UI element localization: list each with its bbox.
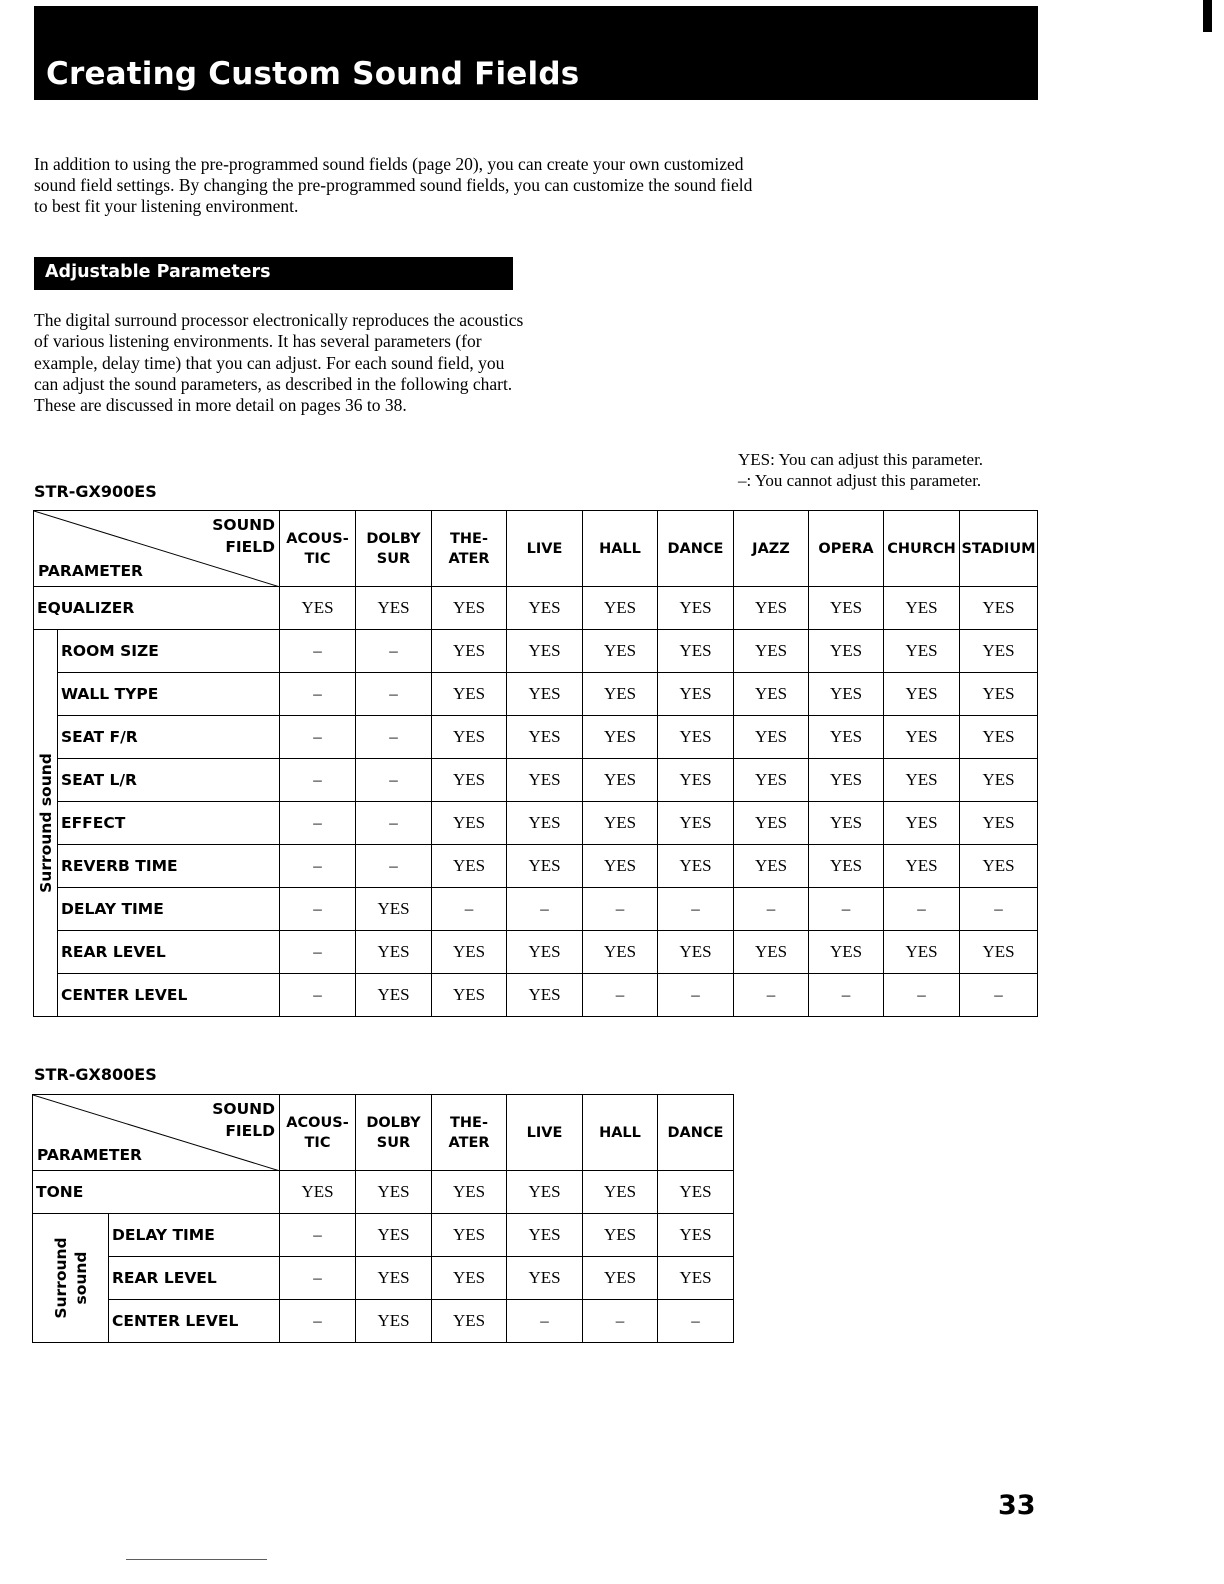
table-cell: YES xyxy=(356,931,432,974)
model-label-gx900: STR-GX900ES xyxy=(34,482,157,501)
table-cell: YES xyxy=(432,802,507,845)
table-cell: YES xyxy=(960,802,1038,845)
table-cell: – xyxy=(280,931,356,974)
table-cell: – xyxy=(583,1300,658,1343)
table-cell: YES xyxy=(960,931,1038,974)
table-cell: YES xyxy=(280,1171,356,1214)
table-cell: YES xyxy=(583,759,658,802)
table-row xyxy=(34,802,1038,845)
column-header-line: DOLBY xyxy=(366,530,421,547)
table-cell: YES xyxy=(658,931,734,974)
table-row xyxy=(33,1171,734,1214)
table-cell: YES xyxy=(658,845,734,888)
table-cell: YES xyxy=(583,931,658,974)
table-cell: YES xyxy=(734,802,809,845)
table-row xyxy=(33,1214,734,1257)
legend xyxy=(738,449,1038,491)
table-cell: YES xyxy=(884,759,960,802)
table-cell: YES xyxy=(432,716,507,759)
table-cell: – xyxy=(884,974,960,1017)
table-row xyxy=(34,759,1038,802)
table-cell: YES xyxy=(658,759,734,802)
table-cell: YES xyxy=(960,759,1038,802)
row-label: SEAT L/R xyxy=(58,759,280,802)
table-row xyxy=(33,1300,734,1343)
column-header xyxy=(280,511,356,587)
table-cell: YES xyxy=(809,845,884,888)
table-cell: YES xyxy=(507,587,583,630)
table-cell: – xyxy=(583,974,658,1017)
table-cell: YES xyxy=(432,630,507,673)
table-cell: YES xyxy=(734,630,809,673)
table-cell: YES xyxy=(583,1214,658,1257)
row-label: SEAT F/R xyxy=(58,716,280,759)
table-cell: – xyxy=(734,888,809,931)
table-cell: YES xyxy=(734,673,809,716)
group-label-line: Surround sound xyxy=(36,753,55,893)
page-title: Creating Custom Sound Fields xyxy=(46,56,580,92)
column-header xyxy=(658,511,734,587)
table-cell: – xyxy=(280,630,356,673)
table-row xyxy=(34,587,1038,630)
table-cell: YES xyxy=(734,759,809,802)
section-banner xyxy=(34,257,513,290)
table-cell: YES xyxy=(583,587,658,630)
table-row xyxy=(34,673,1038,716)
column-header-line: DANCE xyxy=(667,540,724,557)
table-cell: YES xyxy=(432,1257,507,1300)
table-row xyxy=(34,845,1038,888)
table-row xyxy=(34,630,1038,673)
table-cell: – xyxy=(507,888,583,931)
column-header-line: DOLBY xyxy=(366,1114,421,1131)
table-cell: YES xyxy=(809,630,884,673)
table-cell: – xyxy=(280,673,356,716)
table-cell: – xyxy=(280,1300,356,1343)
column-header-line: HALL xyxy=(599,1124,641,1141)
row-label: ROOM SIZE xyxy=(58,630,280,673)
column-header xyxy=(884,511,960,587)
group-label xyxy=(36,753,56,893)
row-label: REAR LEVEL xyxy=(58,931,280,974)
column-header-line: LIVE xyxy=(526,540,563,557)
table-cell: – xyxy=(960,888,1038,931)
table-row xyxy=(34,974,1038,1017)
table-cell: YES xyxy=(507,716,583,759)
column-header xyxy=(583,511,658,587)
group-label-line: sound xyxy=(71,1251,90,1305)
table-cell: YES xyxy=(356,1257,432,1300)
table-cell: – xyxy=(884,888,960,931)
table-cell: YES xyxy=(809,587,884,630)
table-cell: – xyxy=(356,759,432,802)
table-cell: YES xyxy=(507,1171,583,1214)
corner-header xyxy=(33,1095,280,1171)
table-cell: YES xyxy=(356,1300,432,1343)
corner-header xyxy=(34,511,280,587)
table-cell: YES xyxy=(658,802,734,845)
table-cell: – xyxy=(658,888,734,931)
parameter-table-gx900 xyxy=(33,510,1038,1017)
table-cell: YES xyxy=(809,931,884,974)
table-cell: YES xyxy=(432,1300,507,1343)
column-header-line: LIVE xyxy=(526,1124,563,1141)
table-cell: YES xyxy=(734,931,809,974)
column-header xyxy=(734,511,809,587)
column-header xyxy=(356,511,432,587)
table-cell: YES xyxy=(356,888,432,931)
table-cell: – xyxy=(432,888,507,931)
table-cell: YES xyxy=(432,759,507,802)
column-header-line: STADIUM xyxy=(961,540,1036,557)
table-row xyxy=(34,931,1038,974)
table-cell: – xyxy=(280,759,356,802)
table-cell: – xyxy=(280,802,356,845)
table-cell: YES xyxy=(507,802,583,845)
table-cell: YES xyxy=(583,1257,658,1300)
table-cell: YES xyxy=(658,1257,734,1300)
table-cell: YES xyxy=(507,759,583,802)
column-header-line: THE- xyxy=(450,1114,488,1131)
table-cell: YES xyxy=(734,716,809,759)
column-header-line: TIC xyxy=(304,550,331,567)
row-label: CENTER LEVEL xyxy=(109,1300,280,1343)
column-header xyxy=(432,1095,507,1171)
section-paragraph: The digital surround processor electronically reproduces the acoustics of various listening environments. It has several parameters (for example, delay time) that you can adjust. For each sound field, you can adjust the sound parameters, as described in the following chart. These are discussed in more detail on pages 36 to 38. xyxy=(34,310,524,416)
table-cell: YES xyxy=(658,1214,734,1257)
footer-rule xyxy=(126,1559,267,1560)
table-cell: – xyxy=(280,716,356,759)
table-cell: YES xyxy=(583,1171,658,1214)
table-cell: YES xyxy=(658,673,734,716)
table-cell: – xyxy=(280,888,356,931)
table-cell: YES xyxy=(432,845,507,888)
column-header-line: SUR xyxy=(376,550,411,567)
table-row xyxy=(33,1257,734,1300)
table-cell: – xyxy=(280,1214,356,1257)
table-cell: YES xyxy=(356,974,432,1017)
column-header xyxy=(507,511,583,587)
table-cell: YES xyxy=(356,1214,432,1257)
model-label-gx800: STR-GX800ES xyxy=(34,1065,157,1084)
table-row xyxy=(34,888,1038,931)
row-label: REAR LEVEL xyxy=(109,1257,280,1300)
row-label: DELAY TIME xyxy=(109,1214,280,1257)
table-cell: YES xyxy=(432,1214,507,1257)
table-cell: YES xyxy=(507,1214,583,1257)
table-cell: YES xyxy=(507,845,583,888)
intro-paragraph: In addition to using the pre-programmed sound fields (page 20), you can create your own customized sound field settings. By changing the pre-programmed sound fields, you can customize the sound field to best fit your listening environment. xyxy=(34,154,753,216)
table-cell: – xyxy=(356,716,432,759)
table-cell: YES xyxy=(583,630,658,673)
table-cell: YES xyxy=(734,587,809,630)
table-cell: – xyxy=(734,974,809,1017)
table-cell: – xyxy=(809,888,884,931)
row-label: TONE xyxy=(33,1171,280,1214)
table-cell: YES xyxy=(809,716,884,759)
table-cell: – xyxy=(960,974,1038,1017)
title-banner xyxy=(34,6,1038,100)
corner-sound-field: SOUND FIELD xyxy=(212,516,275,556)
table-cell: YES xyxy=(809,673,884,716)
row-label: EFFECT xyxy=(58,802,280,845)
table-cell: YES xyxy=(356,1171,432,1214)
table-cell: YES xyxy=(507,1257,583,1300)
table-cell: YES xyxy=(884,587,960,630)
table-cell: – xyxy=(280,974,356,1017)
column-header xyxy=(280,1095,356,1171)
table-cell: YES xyxy=(809,759,884,802)
table-cell: YES xyxy=(884,931,960,974)
table-cell: YES xyxy=(960,630,1038,673)
table-cell: YES xyxy=(960,716,1038,759)
parameter-table-gx800 xyxy=(32,1094,734,1343)
table-cell: YES xyxy=(658,630,734,673)
table-cell: YES xyxy=(734,845,809,888)
table-cell: YES xyxy=(960,587,1038,630)
table-cell: – xyxy=(356,802,432,845)
row-label: CENTER LEVEL xyxy=(58,974,280,1017)
table-cell: YES xyxy=(280,587,356,630)
table-row xyxy=(34,716,1038,759)
column-header-line: JAZZ xyxy=(752,540,790,557)
table-cell: YES xyxy=(884,845,960,888)
table-cell: YES xyxy=(960,845,1038,888)
edge-marker xyxy=(1203,0,1212,32)
table-cell: – xyxy=(583,888,658,931)
table-cell: YES xyxy=(658,716,734,759)
table-cell: YES xyxy=(507,630,583,673)
column-header xyxy=(809,511,884,587)
table-cell: YES xyxy=(507,974,583,1017)
table-cell: YES xyxy=(432,1171,507,1214)
table-cell: YES xyxy=(583,845,658,888)
table-cell: YES xyxy=(809,802,884,845)
legend-no: –: You cannot adjust this parameter. xyxy=(738,471,982,490)
legend-yes: YES: You can adjust this parameter. xyxy=(738,450,984,469)
row-label: WALL TYPE xyxy=(58,673,280,716)
table-cell: – xyxy=(658,1300,734,1343)
column-header-line: OPERA xyxy=(818,540,874,557)
table-cell: YES xyxy=(432,974,507,1017)
row-label: REVERB TIME xyxy=(58,845,280,888)
column-header-line: SUR xyxy=(376,1134,411,1151)
group-label-cell xyxy=(34,630,58,1017)
group-label-line: Surround xyxy=(51,1237,70,1319)
column-header-line: TIC xyxy=(304,1134,331,1151)
table-cell: – xyxy=(356,673,432,716)
row-label: EQUALIZER xyxy=(34,587,280,630)
group-label xyxy=(51,1237,91,1318)
column-header-line: ATER xyxy=(448,1134,490,1151)
table-cell: – xyxy=(507,1300,583,1343)
table-cell: YES xyxy=(583,716,658,759)
column-header xyxy=(507,1095,583,1171)
group-label-cell xyxy=(33,1214,109,1343)
table-cell: – xyxy=(280,1257,356,1300)
row-label: DELAY TIME xyxy=(58,888,280,931)
table-cell: YES xyxy=(507,931,583,974)
table-cell: – xyxy=(809,974,884,1017)
table-cell: YES xyxy=(884,630,960,673)
column-header xyxy=(658,1095,734,1171)
column-header xyxy=(356,1095,432,1171)
table-cell: YES xyxy=(884,673,960,716)
table-cell: YES xyxy=(658,587,734,630)
table-cell: YES xyxy=(658,1171,734,1214)
table-cell: – xyxy=(356,845,432,888)
table-cell: YES xyxy=(432,673,507,716)
table-cell: – xyxy=(658,974,734,1017)
table-cell: YES xyxy=(432,587,507,630)
table-cell: YES xyxy=(960,673,1038,716)
column-header-line: THE- xyxy=(450,530,488,547)
corner-parameter: PARAMETER xyxy=(38,562,143,580)
table-cell: YES xyxy=(884,802,960,845)
column-header-line: CHURCH xyxy=(887,540,956,557)
column-header-line: HALL xyxy=(599,540,641,557)
section-title: Adjustable Parameters xyxy=(45,262,271,282)
table-cell: – xyxy=(280,845,356,888)
column-header xyxy=(583,1095,658,1171)
table-cell: YES xyxy=(583,673,658,716)
page-number: 33 xyxy=(998,1490,1036,1521)
table-cell: – xyxy=(356,630,432,673)
column-header xyxy=(432,511,507,587)
column-header xyxy=(960,511,1038,587)
column-header-line: DANCE xyxy=(667,1124,724,1141)
column-header-line: ACOUS- xyxy=(286,530,349,547)
corner-parameter: PARAMETER xyxy=(37,1146,142,1164)
table-cell: YES xyxy=(507,673,583,716)
column-header-line: ATER xyxy=(448,550,490,567)
table-cell: YES xyxy=(356,587,432,630)
table-cell: YES xyxy=(884,716,960,759)
corner-sound-field: SOUND FIELD xyxy=(212,1100,275,1140)
table-cell: YES xyxy=(583,802,658,845)
column-header-line: ACOUS- xyxy=(286,1114,349,1131)
table-cell: YES xyxy=(432,931,507,974)
